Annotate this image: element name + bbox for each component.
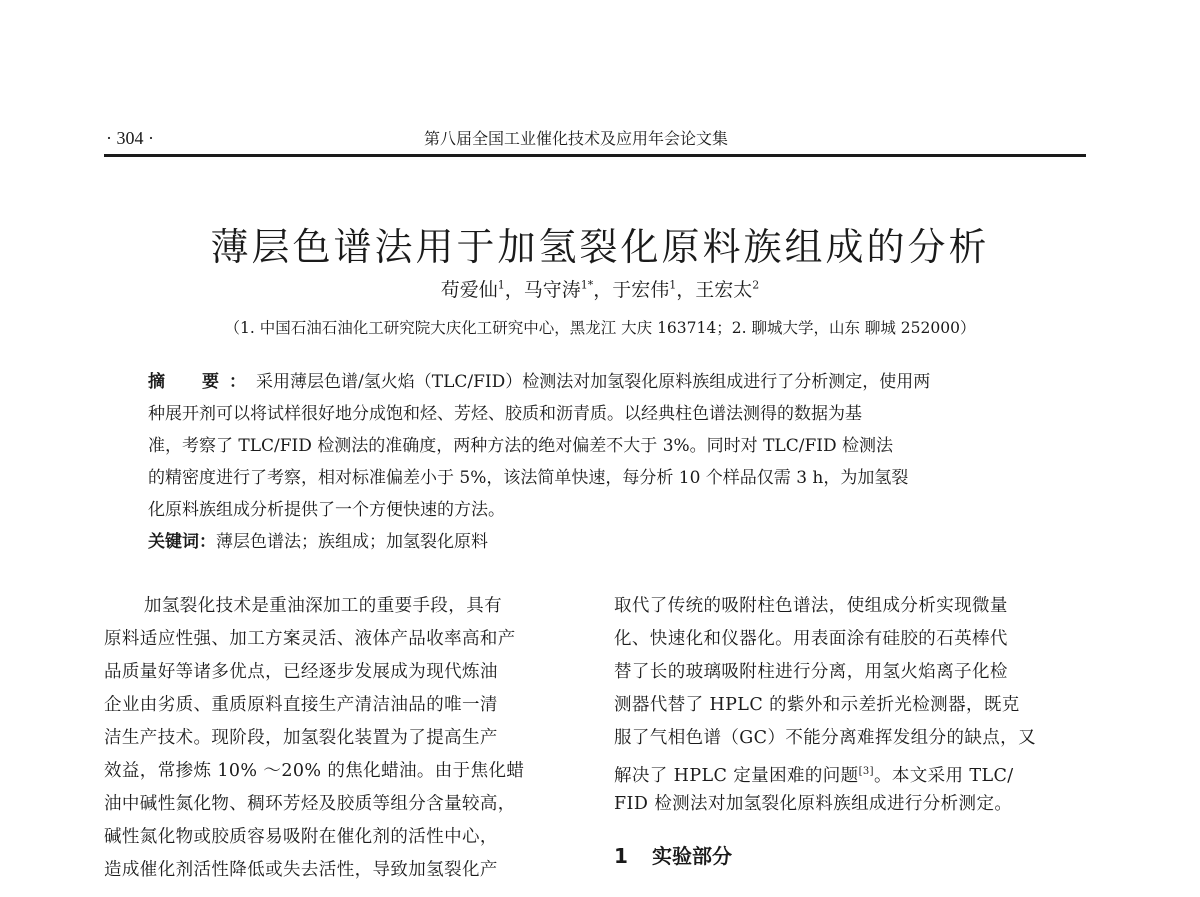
body-line: 效益，常掺炼 10% ～20% 的焦化蜡油。由于焦化蜡 — [104, 761, 525, 781]
citation-mark: [3] — [858, 766, 874, 777]
body-line: 洁生产技术。现阶段，加氢裂化装置为了提高生产 — [104, 728, 498, 748]
abstract-line: 准，考察了 TLC/FID 检测法的准确度，两种方法的绝对偏差不大于 3%。同时对 TLC/FID 检测法 — [148, 436, 893, 456]
body-line: 企业由劣质、重质原料直接生产清洁油品的唯一清 — [104, 695, 498, 715]
body-line: 油中碱性氮化物、稠环芳烃及胶质等组分含量较高， — [104, 794, 516, 814]
abstract-line: 化原料族组成分析提供了一个方便快速的方法。 — [148, 500, 505, 520]
author-separator: ， — [676, 279, 696, 301]
abstract-line: 的精密度进行了考察，相对标准偏差小于 5%，该法简单快速，每分析 10 个样品仅需 3 h，为加氢裂 — [148, 468, 909, 488]
author-separator: ， — [593, 279, 613, 301]
paper-title: 薄层色谱法用于加氢裂化原料族组成的分析 — [210, 225, 990, 269]
keywords-label: 关键词： — [148, 532, 216, 552]
abstract-line: 种展开剂可以将试样很好地分成饱和烃、芳烃、胶质和沥青质。以经典柱色谱法测得的数据为基 — [148, 404, 862, 424]
page-number: · 304 · — [106, 128, 154, 148]
body-line: 碱性氮化物或胶质容易吸附在催化剂的活性中心， — [104, 827, 498, 847]
body-line: 加氢裂化技术是重油深加工的重要手段，具有 — [144, 596, 502, 616]
body-line: 取代了传统的吸附柱色谱法，使组成分析实现微量 — [614, 596, 1008, 616]
body-text: 。本文采用 TLC/ — [873, 765, 1014, 786]
body-line: 品质量好等诸多优点，已经逐步发展成为现代炼油 — [104, 662, 498, 682]
body-line: 造成催化剂活性降低或失去活性，导致加氢裂化产 — [104, 860, 498, 880]
body-line: FID 检测法对加氢裂化原料族组成进行分析测定。 — [614, 794, 1013, 814]
author-mark: 2 — [752, 278, 760, 292]
body-text: 解决了 HPLC 定量困难的问题 — [614, 765, 859, 786]
header-rule — [104, 154, 1086, 157]
section-title: 实验部分 — [652, 844, 732, 868]
body-line: 测器代替了 HPLC 的紫外和示差折光检测器，既克 — [614, 695, 1020, 715]
body-column-left — [104, 590, 584, 887]
body-column-right — [614, 590, 1094, 821]
author-name: 王宏太 — [695, 279, 753, 301]
author-name: 于宏伟 — [612, 279, 670, 301]
author-list — [0, 275, 1200, 302]
abstract-label: 摘 要： — [148, 372, 256, 392]
author-name: 苟爱仙 — [440, 279, 498, 301]
author-separator: ， — [504, 279, 524, 301]
body-line: 替了长的玻璃吸附柱进行分离，用氢火焰离子化检 — [614, 662, 1008, 682]
running-title: 第八届全国工业催化技术及应用年会论文集 — [424, 129, 729, 148]
abstract-text: 采用薄层色谱/氢火焰（TLC/FID）检测法对加氢裂化原料族组成进行了分析测定，使用两 — [256, 372, 931, 392]
author-name: 马守涛 — [523, 279, 581, 301]
author-mark: 1 — [669, 278, 677, 292]
body-line: 化、快速化和仪器化。用表面涂有硅胶的石英棒代 — [614, 629, 1008, 649]
abstract — [148, 366, 1048, 558]
body-line — [614, 755, 1094, 788]
keywords-text: 薄层色谱法；族组成；加氢裂化原料 — [216, 532, 488, 552]
abstract-line — [148, 366, 1048, 398]
body-line: 原料适应性强、加工方案灵活、液体产品收率高和产 — [104, 629, 516, 649]
keywords-line — [148, 526, 1048, 558]
author-mark: 1* — [580, 278, 594, 292]
author-mark: 1 — [497, 278, 505, 292]
body-line: 服了气相色谱（GC）不能分离难挥发组分的缺点，又 — [614, 728, 1036, 748]
section-number: 1 — [614, 844, 628, 868]
running-head — [104, 124, 1086, 154]
section-heading — [614, 840, 732, 869]
affiliation: （1. 中国石油石油化工研究院大庆化工研究中心，黑龙江 大庆 163714；2. 聊城大学，山东 聊城 252000） — [224, 319, 976, 337]
